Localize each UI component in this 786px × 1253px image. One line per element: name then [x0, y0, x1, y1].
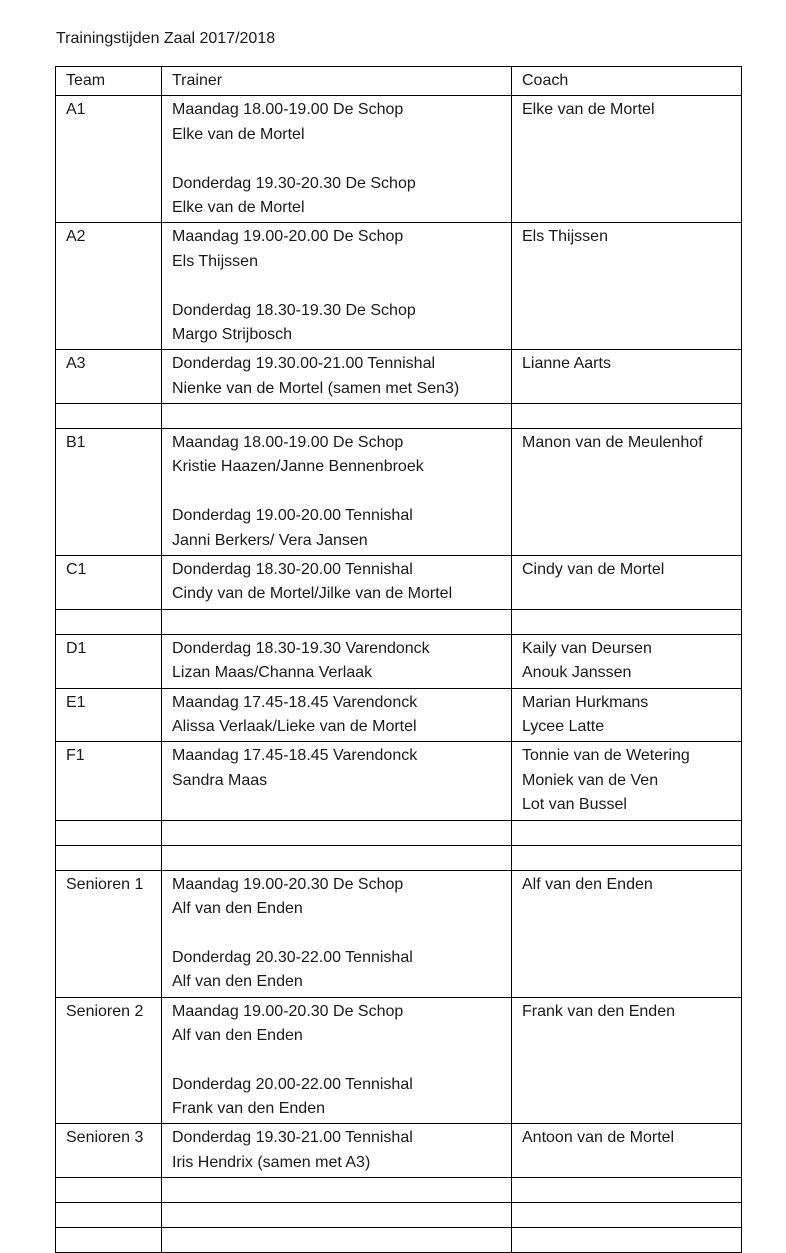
team-cell — [56, 1228, 162, 1253]
header-trainer: Trainer — [162, 67, 512, 96]
trainer-cell — [162, 429, 512, 556]
table-row — [56, 609, 742, 634]
trainer-line: Maandag 19.00-20.30 De Schop — [172, 875, 404, 893]
coach-line: Manon van de Meulenhof — [522, 434, 703, 452]
coach-line: Antoon van de Mortel — [522, 1129, 675, 1147]
coach-line: Els Thijssen — [522, 228, 608, 246]
trainer-cell — [162, 870, 512, 997]
trainer-line: Maandag 19.00-20.30 De Schop — [172, 1002, 404, 1020]
table-row — [56, 404, 742, 429]
trainer-line: Elke van de Mortel — [172, 125, 305, 143]
trainer-line: Donderdag 19.30-21.00 Tennishal — [172, 1129, 413, 1147]
trainer-cell — [162, 96, 512, 223]
table-row — [56, 350, 742, 404]
trainer-line: Alf van den Enden — [172, 899, 303, 917]
table-row — [56, 1124, 742, 1178]
trainer-line: Maandag 18.00-19.00 De Schop — [172, 434, 404, 452]
coach-line: Kaily van Deursen — [522, 639, 652, 657]
trainer-line: Janni Berkers/ Vera Jansen — [172, 531, 368, 549]
team-cell: A1 — [56, 96, 162, 223]
trainer-line: Donderdag 20.00-22.00 Tennishal — [172, 1075, 413, 1093]
trainer-line: Kristie Haazen/Janne Bennenbroek — [172, 458, 424, 476]
trainer-line — [172, 147, 511, 171]
trainer-line: Donderdag 19.00-20.00 Tennishal — [172, 507, 413, 525]
trainer-line: Maandag 18.00-19.00 De Schop — [172, 101, 404, 119]
table-row — [56, 223, 742, 350]
team-cell — [56, 404, 162, 429]
team-cell: Senioren 3 — [56, 1124, 162, 1178]
trainer-line: Donderdag 18.30-19.30 De Schop — [172, 301, 416, 319]
team-cell: B1 — [56, 429, 162, 556]
coach-cell — [512, 997, 742, 1124]
coach-line: Lycee Latte — [522, 718, 605, 735]
table-row — [56, 845, 742, 870]
trainer-cell — [162, 1228, 512, 1253]
trainer-line: Maandag 17.45-18.45 Varendonck — [172, 693, 418, 711]
trainer-cell — [162, 404, 512, 429]
coach-line: Anouk Janssen — [522, 664, 632, 682]
team-cell: C1 — [56, 556, 162, 610]
header-coach: Coach — [512, 67, 742, 96]
trainer-line — [172, 274, 511, 298]
trainer-line — [172, 1048, 511, 1072]
trainer-line: Cindy van de Mortel/Jilke van de Mortel — [172, 585, 453, 603]
coach-cell — [512, 1124, 742, 1178]
trainer-cell — [162, 609, 512, 634]
trainer-line: Donderdag 18.30-20.00 Tennishal — [172, 561, 413, 579]
coach-line: Lianne Aarts — [522, 355, 611, 373]
trainer-cell — [162, 556, 512, 610]
table-body — [56, 96, 742, 1253]
team-cell — [56, 609, 162, 634]
team-cell: A3 — [56, 350, 162, 404]
table-header-row — [56, 67, 742, 96]
coach-line: Lot van Bussel — [522, 796, 627, 814]
trainer-line: Alf van den Enden — [172, 1026, 303, 1044]
team-cell: E1 — [56, 688, 162, 742]
coach-cell — [512, 634, 742, 688]
team-cell: F1 — [56, 742, 162, 820]
team-cell: A2 — [56, 223, 162, 350]
trainer-cell — [162, 634, 512, 688]
coach-cell — [512, 223, 742, 350]
trainer-line: Alf van den Enden — [172, 973, 303, 991]
trainer-line: Lizan Maas/Channa Verlaak — [172, 664, 373, 682]
coach-cell — [512, 609, 742, 634]
coach-cell — [512, 429, 742, 556]
trainer-line: Maandag 17.45-18.45 Varendonck — [172, 747, 418, 765]
coach-cell — [512, 1203, 742, 1228]
trainer-cell — [162, 1124, 512, 1178]
trainer-line: Margo Strijbosch — [172, 325, 293, 343]
team-cell: Senioren 2 — [56, 997, 162, 1124]
coach-cell — [512, 556, 742, 610]
coach-cell — [512, 845, 742, 870]
coach-cell — [512, 688, 742, 742]
coach-cell — [512, 96, 742, 223]
trainer-cell — [162, 1178, 512, 1203]
document-title: Trainingstijden Zaal 2017/2018 — [56, 30, 276, 47]
table-row — [56, 1228, 742, 1253]
table-row — [56, 1178, 742, 1203]
table-row — [56, 556, 742, 610]
coach-line: Frank van den Enden — [522, 1002, 675, 1020]
table-row — [56, 742, 742, 820]
table-row — [56, 96, 742, 223]
coach-cell — [512, 350, 742, 404]
coach-cell — [512, 404, 742, 429]
team-cell — [56, 1203, 162, 1228]
coach-line: Tonnie van de Wetering — [522, 747, 690, 765]
coach-line: Alf van den Enden — [522, 875, 653, 893]
coach-cell — [512, 870, 742, 997]
trainer-line: Elke van de Mortel — [172, 198, 305, 216]
trainer-line: Donderdag 20.30-22.00 Tennishal — [172, 948, 413, 966]
trainer-line: Donderdag 19.30.00-21.00 Tennishal — [172, 355, 436, 373]
coach-cell — [512, 820, 742, 845]
trainer-line: Els Thijssen — [172, 252, 258, 270]
trainer-cell — [162, 845, 512, 870]
trainer-line: Alissa Verlaak/Lieke van de Mortel — [172, 718, 417, 735]
team-cell: D1 — [56, 634, 162, 688]
coach-cell — [512, 1178, 742, 1203]
trainer-line: Frank van den Enden — [172, 1100, 325, 1118]
team-cell — [56, 1178, 162, 1203]
trainer-cell — [162, 350, 512, 404]
table-row — [56, 634, 742, 688]
header-team: Team — [56, 67, 162, 96]
trainer-line — [172, 921, 511, 945]
trainer-cell — [162, 223, 512, 350]
coach-line: Moniek van de Ven — [522, 771, 659, 789]
table-row — [56, 688, 742, 742]
coach-line: Marian Hurkmans — [522, 693, 649, 711]
trainer-cell — [162, 997, 512, 1124]
table-row — [56, 870, 742, 997]
team-cell — [56, 845, 162, 870]
trainer-line: Nienke van de Mortel (samen met Sen3) — [172, 379, 460, 397]
trainer-cell — [162, 742, 512, 820]
table-row — [56, 1203, 742, 1228]
trainer-line — [172, 480, 511, 504]
trainer-line: Donderdag 18.30-19.30 Varendonck — [172, 639, 430, 657]
team-cell: Senioren 1 — [56, 870, 162, 997]
trainer-cell — [162, 820, 512, 845]
coach-line: Elke van de Mortel — [522, 101, 655, 119]
table-row — [56, 820, 742, 845]
trainer-cell — [162, 688, 512, 742]
trainer-line: Sandra Maas — [172, 771, 268, 789]
trainer-line: Donderdag 19.30-20.30 De Schop — [172, 174, 416, 192]
trainer-cell — [162, 1203, 512, 1228]
table-row — [56, 997, 742, 1124]
trainer-line: Maandag 19.00-20.00 De Schop — [172, 228, 404, 246]
table-row — [56, 429, 742, 556]
training-schedule-table — [55, 66, 742, 1253]
team-cell — [56, 820, 162, 845]
trainer-line: Iris Hendrix (samen met A3) — [172, 1153, 371, 1171]
coach-cell — [512, 742, 742, 820]
coach-line: Cindy van de Mortel — [522, 561, 665, 579]
coach-cell — [512, 1228, 742, 1253]
